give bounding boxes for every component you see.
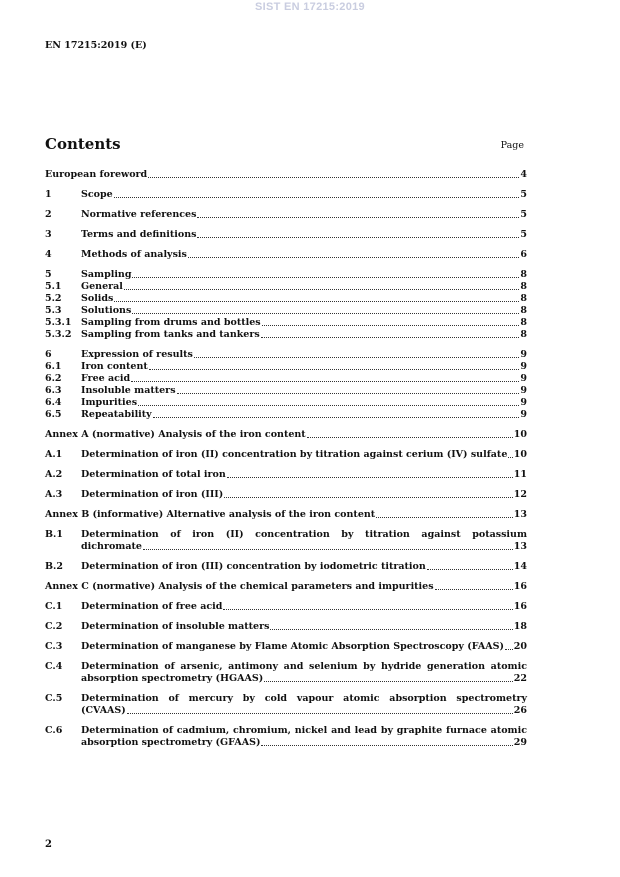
dot-leader bbox=[114, 197, 520, 198]
toc-label-line-1: Determination of mercury by cold vapour atomic absorption spectrometry bbox=[81, 693, 527, 704]
toc-page: 29 bbox=[513, 737, 527, 748]
toc-page: 14 bbox=[513, 561, 527, 572]
toc-entry-5-2[interactable] bbox=[45, 293, 527, 305]
toc-label: (CVAAS) bbox=[81, 705, 126, 716]
toc-label: General bbox=[81, 281, 123, 292]
toc-page: 8 bbox=[520, 305, 527, 316]
dot-leader bbox=[194, 357, 520, 358]
toc-label-line-2 bbox=[81, 541, 527, 553]
dot-leader bbox=[505, 649, 513, 650]
toc-entry-c-6[interactable] bbox=[45, 725, 527, 749]
toc-page: 10 bbox=[513, 429, 527, 440]
toc-page: 20 bbox=[513, 641, 527, 652]
toc-number: 6.3 bbox=[45, 385, 62, 396]
toc-label-line-1: Determination of cadmium, chromium, nickel and lead by graphite furnace atomic bbox=[81, 725, 527, 736]
toc-entry-foreword[interactable] bbox=[45, 169, 527, 181]
dot-leader bbox=[131, 381, 519, 382]
toc-label: Terms and definitions bbox=[81, 229, 197, 240]
dot-leader bbox=[149, 369, 520, 370]
dot-leader bbox=[224, 497, 513, 498]
toc-entry-c-3[interactable] bbox=[45, 641, 527, 653]
toc-number: 6 bbox=[45, 349, 52, 360]
toc-wrapped-label bbox=[81, 693, 527, 717]
toc-number: A.1 bbox=[45, 449, 63, 460]
toc-label: Scope bbox=[81, 189, 113, 200]
dot-leader bbox=[127, 713, 513, 714]
toc-number: C.3 bbox=[45, 641, 63, 652]
toc-page: 16 bbox=[513, 601, 527, 612]
toc-entry-5-3[interactable] bbox=[45, 305, 527, 317]
dot-leader bbox=[197, 217, 519, 218]
toc-wrapped-label bbox=[81, 725, 527, 749]
toc-label: Solids bbox=[81, 293, 114, 304]
toc-number: 5.3 bbox=[45, 305, 62, 316]
page-number: 2 bbox=[45, 839, 52, 850]
toc-label: dichromate bbox=[81, 541, 142, 552]
toc-page: 5 bbox=[520, 229, 527, 240]
toc-label: Determination of iron (III) bbox=[81, 489, 224, 500]
toc-label: Iron content bbox=[81, 361, 148, 372]
toc-entry-5-3-2[interactable] bbox=[45, 329, 527, 341]
toc-page: 6 bbox=[520, 249, 527, 260]
toc-label: Expression of results bbox=[81, 349, 193, 360]
toc-entry-c-1[interactable] bbox=[45, 601, 527, 613]
dot-leader bbox=[508, 457, 512, 458]
toc-entry-6-1[interactable] bbox=[45, 361, 527, 373]
dot-leader bbox=[435, 589, 513, 590]
toc-entry-6-4[interactable] bbox=[45, 397, 527, 409]
toc-page: 9 bbox=[520, 373, 527, 384]
toc-page: 8 bbox=[520, 293, 527, 304]
toc-entry-c-2[interactable] bbox=[45, 621, 527, 633]
toc-page: 5 bbox=[520, 209, 527, 220]
toc-number: C.4 bbox=[45, 661, 63, 672]
toc-label: Free acid bbox=[81, 373, 131, 384]
toc-label: European foreword bbox=[45, 169, 148, 180]
toc-number: 6.1 bbox=[45, 361, 62, 372]
toc-label: absorption spectrometry (GFAAS) bbox=[81, 737, 261, 748]
toc-number: C.2 bbox=[45, 621, 63, 632]
dot-leader bbox=[223, 609, 512, 610]
toc-number: 6.2 bbox=[45, 373, 62, 384]
toc-label-line-2 bbox=[81, 673, 527, 685]
toc-label: Annex C (normative) Analysis of the chemical parameters and impurities bbox=[45, 581, 434, 592]
toc-entry-c-4[interactable] bbox=[45, 661, 527, 685]
dot-leader bbox=[124, 289, 519, 290]
toc-number: 6.4 bbox=[45, 397, 62, 408]
toc-wrapped-label bbox=[81, 661, 527, 685]
toc-page: 11 bbox=[513, 469, 527, 480]
toc-label-line-1: Determination of iron (II) concentration by titration against potassium bbox=[81, 529, 527, 540]
toc-label: Impurities bbox=[81, 397, 138, 408]
page-column-label: Page bbox=[500, 140, 524, 151]
toc-number: 5.2 bbox=[45, 293, 62, 304]
toc-page: 13 bbox=[513, 509, 527, 520]
dot-leader bbox=[148, 177, 519, 178]
toc-number: 6.5 bbox=[45, 409, 62, 420]
toc-page: 8 bbox=[520, 317, 527, 328]
toc-label: Determination of manganese by Flame Atomic Absorption Spectroscopy (FAAS) bbox=[81, 641, 505, 652]
toc-number: 4 bbox=[45, 249, 52, 260]
dot-leader bbox=[376, 517, 513, 518]
toc-number: 5.1 bbox=[45, 281, 62, 292]
toc-page: 8 bbox=[520, 281, 527, 292]
toc-label: Determination of insoluble matters bbox=[81, 621, 270, 632]
toc-wrapped-label bbox=[81, 529, 527, 553]
toc-number: C.5 bbox=[45, 693, 63, 704]
toc-page: 5 bbox=[520, 189, 527, 200]
dot-leader bbox=[261, 337, 520, 338]
dot-leader bbox=[177, 393, 520, 394]
toc-number: B.2 bbox=[45, 561, 63, 572]
contents-title: Contents bbox=[45, 135, 121, 153]
toc-page: 18 bbox=[513, 621, 527, 632]
toc-entry-a-3[interactable] bbox=[45, 489, 527, 501]
toc-entry-a-2[interactable] bbox=[45, 469, 527, 481]
toc-label: Sampling from drums and bottles bbox=[81, 317, 261, 328]
toc-entry-4[interactable] bbox=[45, 249, 527, 261]
toc-entry-b-2[interactable] bbox=[45, 561, 527, 573]
toc-number: 5.3.1 bbox=[45, 317, 72, 328]
toc-number: C.6 bbox=[45, 725, 63, 736]
toc-label: Methods of analysis bbox=[81, 249, 187, 260]
dot-leader bbox=[132, 277, 519, 278]
toc-page: 9 bbox=[520, 385, 527, 396]
dot-leader bbox=[262, 325, 520, 326]
toc-number: A.2 bbox=[45, 469, 63, 480]
toc-page: 22 bbox=[513, 673, 527, 684]
toc-entry-6-3[interactable] bbox=[45, 385, 527, 397]
toc-number: C.1 bbox=[45, 601, 63, 612]
dot-leader bbox=[197, 237, 519, 238]
toc-label: Determination of total iron bbox=[81, 469, 226, 480]
toc-page: 12 bbox=[513, 489, 527, 500]
toc-page: 16 bbox=[513, 581, 527, 592]
toc-label: Sampling bbox=[81, 269, 132, 280]
toc-number: 2 bbox=[45, 209, 52, 220]
standard-id: EN 17215:2019 (E) bbox=[45, 40, 147, 51]
dot-leader bbox=[270, 629, 512, 630]
dot-leader bbox=[427, 569, 513, 570]
toc-label: Determination of iron (II) concentration by titration against cerium (IV) sulfate bbox=[81, 449, 508, 460]
toc-label-line-2 bbox=[81, 737, 527, 749]
dot-leader bbox=[132, 313, 519, 314]
toc-entry-c-5[interactable] bbox=[45, 693, 527, 717]
toc-entry-6-2[interactable] bbox=[45, 373, 527, 385]
toc-label: Sampling from tanks and tankers bbox=[81, 329, 260, 340]
toc-number: 3 bbox=[45, 229, 52, 240]
toc-number: 5.3.2 bbox=[45, 329, 72, 340]
dot-leader bbox=[143, 549, 513, 550]
toc-entry-annex-b[interactable] bbox=[45, 509, 527, 521]
toc-label: Insoluble matters bbox=[81, 385, 176, 396]
toc-number: B.1 bbox=[45, 529, 63, 540]
dot-leader bbox=[264, 681, 513, 682]
toc-label: Repeatability bbox=[81, 409, 152, 420]
toc-label: absorption spectrometry (HGAAS) bbox=[81, 673, 264, 684]
toc-entry-5-1[interactable] bbox=[45, 281, 527, 293]
toc-label: Determination of free acid bbox=[81, 601, 223, 612]
toc-page: 8 bbox=[520, 269, 527, 280]
dot-leader bbox=[307, 437, 513, 438]
toc-label-line-1: Determination of arsenic, antimony and selenium by hydride generation atomic bbox=[81, 661, 527, 672]
toc-page: 9 bbox=[520, 361, 527, 372]
toc-entry-1[interactable] bbox=[45, 189, 527, 201]
toc-entry-annex-c[interactable] bbox=[45, 581, 527, 593]
toc-entry-5[interactable] bbox=[45, 269, 527, 281]
toc-entry-2[interactable] bbox=[45, 209, 527, 221]
toc-page: 9 bbox=[520, 397, 527, 408]
toc-number: 5 bbox=[45, 269, 52, 280]
toc-entry-3[interactable] bbox=[45, 229, 527, 241]
toc-entry-b-1[interactable] bbox=[45, 529, 527, 553]
toc-entry-6-5[interactable] bbox=[45, 409, 527, 421]
toc-entry-annex-a[interactable] bbox=[45, 429, 527, 441]
toc-number: A.3 bbox=[45, 489, 63, 500]
toc-page: 26 bbox=[513, 705, 527, 716]
toc-entry-a-1[interactable] bbox=[45, 449, 527, 461]
toc-entry-5-3-1[interactable] bbox=[45, 317, 527, 329]
toc-entry-6[interactable] bbox=[45, 349, 527, 361]
table-of-contents bbox=[45, 169, 527, 749]
toc-label: Annex A (normative) Analysis of the iron content bbox=[45, 429, 306, 440]
dot-leader bbox=[227, 477, 513, 478]
dot-leader bbox=[114, 301, 519, 302]
toc-page: 9 bbox=[520, 349, 527, 360]
dot-leader bbox=[153, 417, 520, 418]
toc-label: Normative references bbox=[81, 209, 197, 220]
watermark: SIST EN 17215:2019 bbox=[255, 1, 365, 13]
toc-label: Determination of iron (III) concentration by iodometric titration bbox=[81, 561, 426, 572]
dot-leader bbox=[261, 745, 512, 746]
toc-page: 9 bbox=[520, 409, 527, 420]
toc-page: 4 bbox=[520, 169, 527, 180]
toc-label: Annex B (informative) Alternative analysis of the iron content bbox=[45, 509, 376, 520]
toc-label-line-2 bbox=[81, 705, 527, 717]
dot-leader bbox=[188, 257, 520, 258]
dot-leader bbox=[138, 405, 519, 406]
toc-number: 1 bbox=[45, 189, 52, 200]
toc-page: 8 bbox=[520, 329, 527, 340]
toc-page: 10 bbox=[513, 449, 527, 460]
toc-label: Solutions bbox=[81, 305, 132, 316]
toc-page: 13 bbox=[513, 541, 527, 552]
